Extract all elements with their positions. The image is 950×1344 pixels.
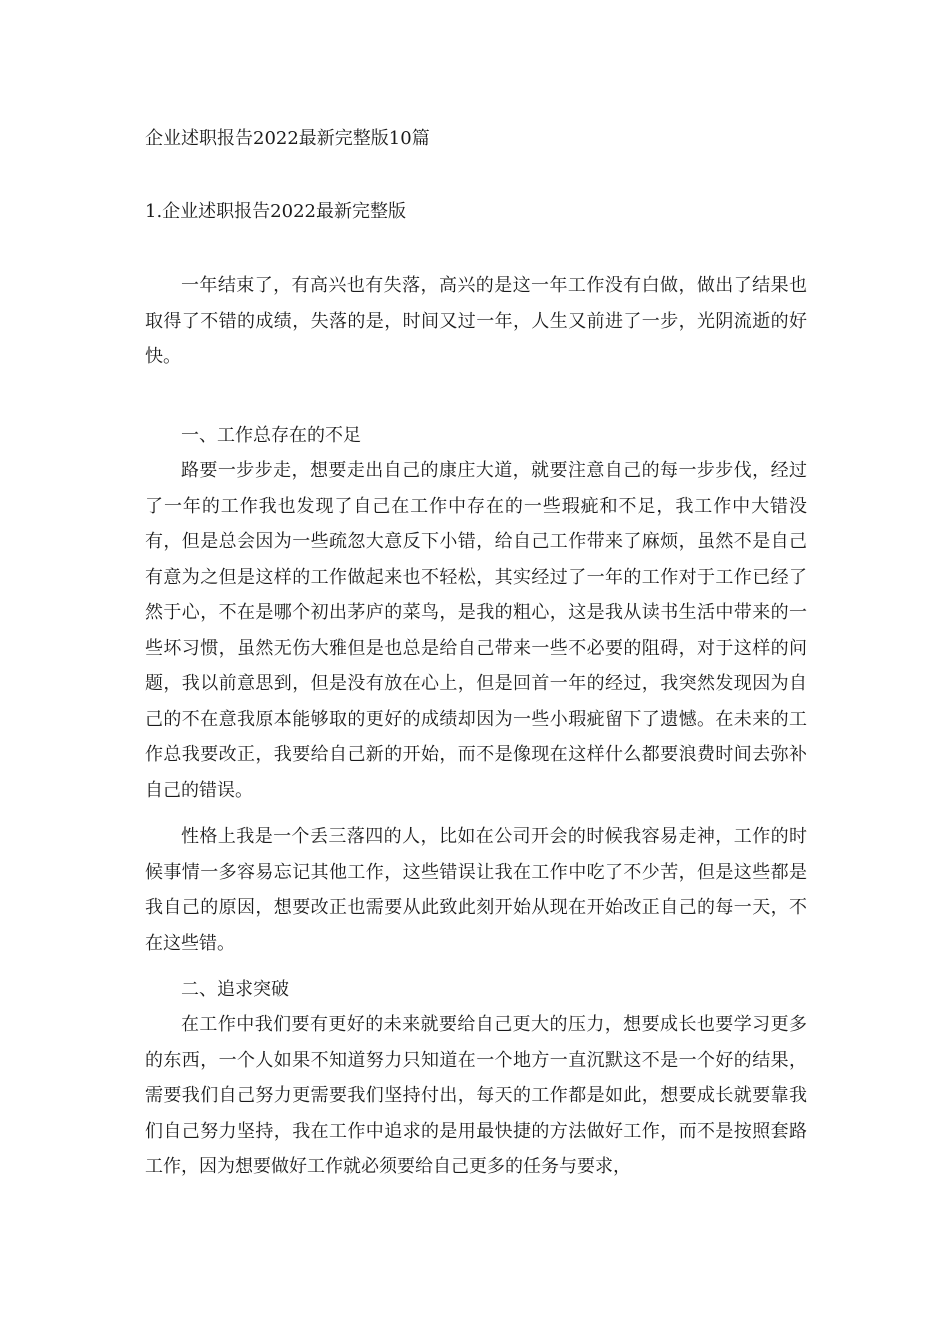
paragraph-personality: 性格上我是一个丢三落四的人，比如在公司开会的时候我容易走神，工作的时候事情一多容易忘记其他工作，这些错误让我在工作中吃了不少苦，但是这些都是我自己的原因，想要改正也需要从此致此刻开始从现在开始改正自己的每一天，不在这些错。 [145,826,807,954]
intro-paragraph: 一年结束了，有高兴也有失落，高兴的是这一年工作没有白做，做出了结果也取得了不错的成绩，失落的是，时间又过一年，人生又前进了一步，光阴流逝的好快。 [145,275,807,367]
section-title: 1.企业述职报告2022最新完整版 [145,201,406,222]
paragraph-breakthrough: 在工作中我们要有更好的未来就要给自己更大的压力，想要成长也要学习更多的东西，一个人如果不知道努力只知道在一个地方一直沉默这不是一个好的结果，需要我们自己努力更需要我们坚持付出，每天的工作都是如此，想要成长就要靠我们自己努力坚持，我在工作中追求的是用最快捷的方法做好工作，而不是按照套路工作，因为想要做好工作就必须要给自己更多的任务与要求， [145,1014,807,1177]
heading-shortcomings: 一、工作总存在的不足 [181,425,361,446]
heading-breakthrough: 二、追求突破 [181,979,289,1000]
document-title: 企业述职报告2022最新完整版10篇 [145,128,430,149]
paragraph-shortcomings: 路要一步步走，想要走出自己的康庄大道，就要注意自己的每一步步伐，经过了一年的工作我也发现了自己在工作中存在的一些瑕疵和不足，我工作中大错没有，但是总会因为一些疏忽大意反下小错，给自己工作带来了麻烦，虽然不是自己有意为之但是这样的工作做起来也不轻松，其实经过了一年的工作对于工作已经了然于心，不在是哪个初出茅庐的菜鸟，是我的粗心，这是我从读书生活中带来的一些坏习惯，虽然无伤大雅但是也总是给自己带来一些不必要的阻碍，对于这样的问题，我以前意思到，但是没有放在心上，但是回首一年的经过，我突然发现因为自己的不在意我原本能够取的更好的成绩却因为一些小瑕疵留下了遗憾。在未来的工作总我要改正，我要给自己新的开始，而不是像现在这样什么都要浪费时间去弥补自己的错误。 [145,460,807,801]
